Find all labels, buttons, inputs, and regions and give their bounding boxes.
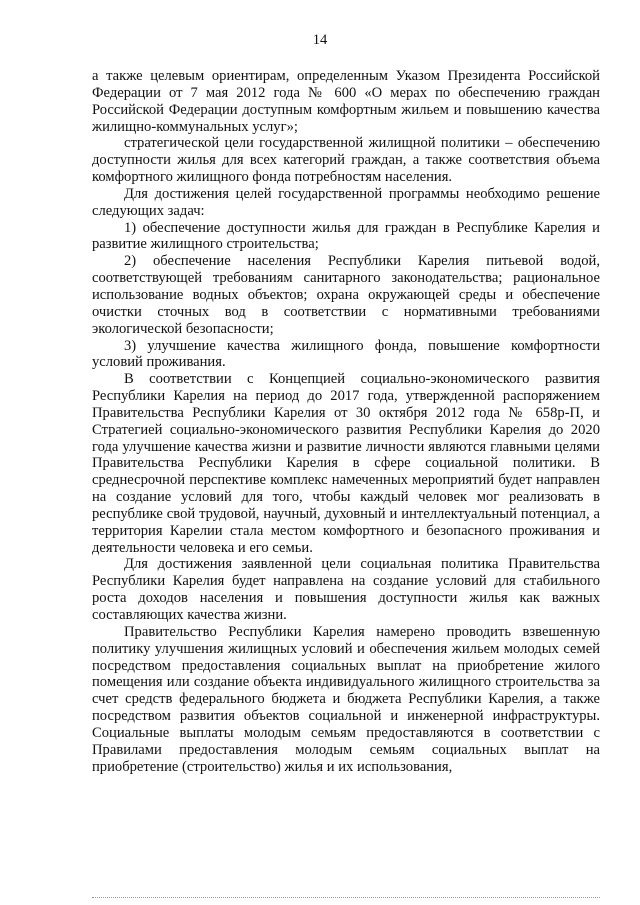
paragraph-task-2: 2) обеспечение населения Республики Карелия питьевой водой, соответствующей требованиям санитарного законодательства; рациональное использование водных объектов; охрана окружающей среды и обеспечение очистки сточных вод в соответствии с нормативными требованиями экологической безопасности; <box>92 253 600 337</box>
paragraph-government-intent: Правительство Республики Карелия намерено проводить взвешенную политику улучшения жилищных условий и обеспечения жильем молодых семей посредством предоставления социальных выплат на приобретение жилого помещения или создание объекта индивидуального жилищного строительства за счет средств федерального бюджета и бюджета Республики Карелия, а также посредством развития объектов социальной и инженерной инфраструктуры. Социальные выплаты молодым семьям предоставляются в соответствии с Правилами предоставления молодым семьям социальных выплат на приобретение (строительство) жилья и их использования, <box>92 623 600 775</box>
paragraph-social-policy: Для достижения заявленной цели социальная политика Правительства Республики Карелия будет направлена на создание условий для стабильного роста доходов населения и повышения доступности жилья как важных составляющих качества жизни. <box>92 556 600 623</box>
bottom-dotted-line <box>92 897 600 898</box>
paragraph-strategic-goal: стратегической цели государственной жилищной политики – обеспечению доступности жилья для всех категорий граждан, а также соответствия объема комфортного жилищного фонда потребностям населения. <box>92 135 600 186</box>
paragraph-tasks-intro: Для достижения целей государственной программы необходимо решение следующих задач: <box>92 185 600 219</box>
paragraph-task-3: 3) улучшение качества жилищного фонда, повышение комфортности условий проживания. <box>92 337 600 371</box>
paragraph-concept: В соответствии с Концепцией социально-экономического развития Республики Карелия на период до 2017 года, утвержденной распоряжением Правительства Республики Карелия от 30 октября 2012 года № 658р-П, и Стратегией социально-экономического развития Республики Карелия до 2020 года улучшение качества жизни и развитие личности являются главными целями Правительства Республики Карелия в сфере социальной политики. В среднесрочной перспективе комплекс намеченных мероприятий будет направлен на создание условий для того, чтобы каждый человек мог реализовать в республике свой трудовой, научный, духовный и интеллектуальный потенциал, а территория Карелии стала местом комфортного и безопасного проживания и деятельности человека и его семьи. <box>92 371 600 556</box>
body-text <box>92 68 600 775</box>
paragraph-decree-reference: а также целевым ориентирам, определенным Указом Президента Российской Федерации от 7 мая 2012 года № 600 «О мерах по обеспечению граждан Российской Федерации доступным комфортным жильем и повышению качества жилищно-коммунальных услуг»; <box>92 68 600 135</box>
page-number: 14 <box>312 32 328 48</box>
paragraph-task-1: 1) обеспечение доступности жилья для граждан в Республике Карелия и развитие жилищного строительства; <box>92 219 600 253</box>
